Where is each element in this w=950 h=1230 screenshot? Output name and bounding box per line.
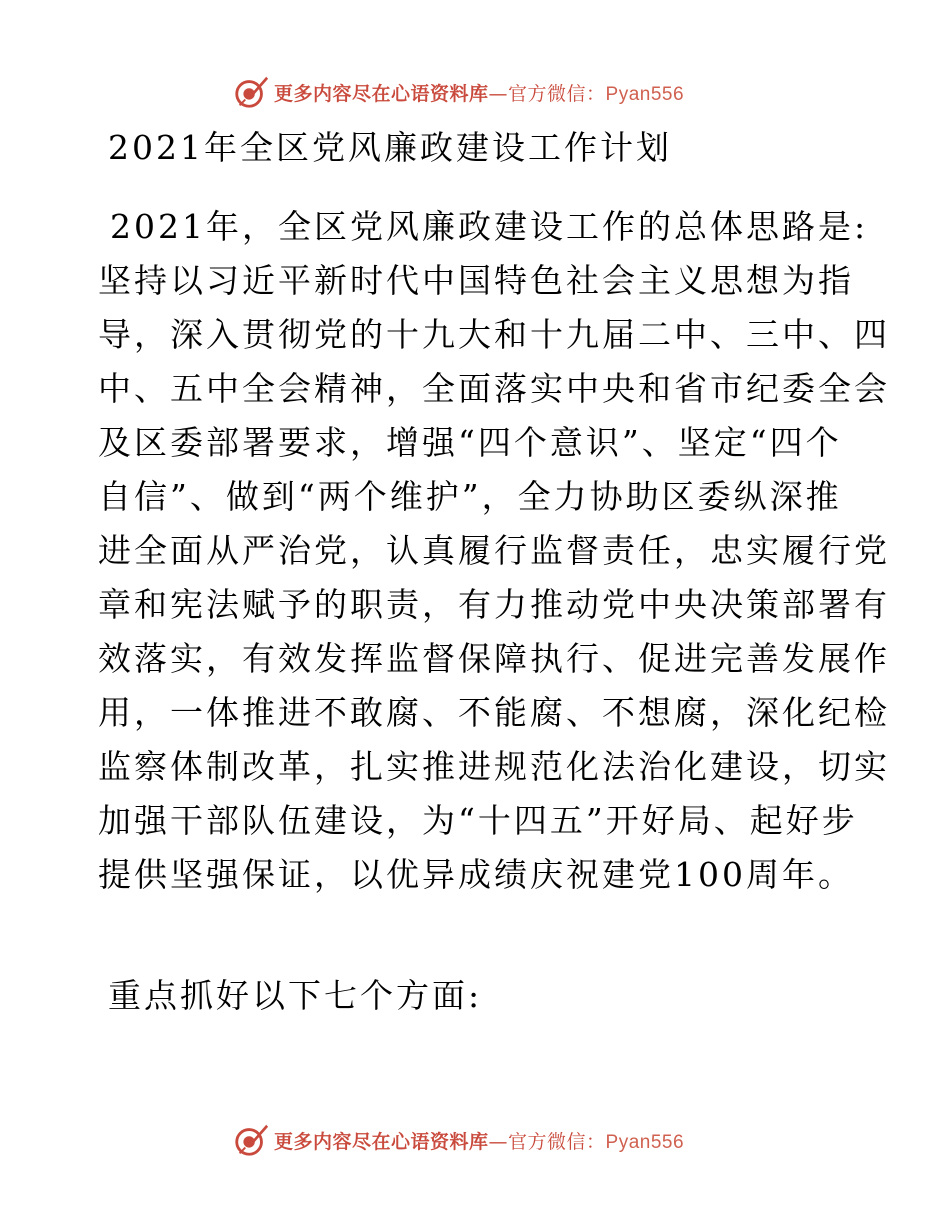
paragraph-line: 2021年，全区党风廉政建设工作的总体思路是:: [110, 207, 869, 246]
watermark-main-text: 更多内容尽在心语资料库: [274, 82, 489, 105]
watermark-separator: —: [488, 82, 509, 105]
watermark-account: Pyan556: [605, 83, 685, 105]
watermark-official-label: 官方微信：: [508, 82, 606, 105]
watermark-main-text: 更多内容尽在心语资料库: [274, 1130, 489, 1153]
section-intro: 重点抓好以下七个方面:: [108, 976, 483, 1015]
watermark-account: Pyan556: [605, 1131, 685, 1153]
paragraph-line: 进全面从严治党，认真履行监督责任，忠实履行党: [98, 531, 890, 570]
paragraph-line: 监察体制改革，扎实推进规范化法治化建设，切实: [98, 747, 890, 786]
paragraph-line: 提供坚强保证，以优异成绩庆祝建党100周年。: [98, 855, 854, 894]
paragraph-line: 自信”、做到“两个维护”，全力协助区委纵深推: [98, 477, 842, 516]
paragraph-line: 坚持以习近平新时代中国特色社会主义思想为指: [98, 261, 854, 300]
watermark-separator: —: [488, 1130, 509, 1153]
pen-logo-icon: [232, 1121, 270, 1159]
body-paragraph: [98, 200, 890, 902]
header-watermark: [232, 72, 752, 112]
paragraph-line: 加强干部队伍建设，为“十四五”开好局、起好步: [98, 801, 858, 840]
footer-watermark: [232, 1120, 752, 1160]
document-title: 2021年全区党风廉政建设工作计划: [108, 128, 672, 167]
paragraph-line: 效落实，有效发挥监督保障执行、促进完善发展作: [98, 639, 890, 678]
pen-logo-icon: [232, 73, 270, 111]
paragraph-line: 中、五中全会精神，全面落实中央和省市纪委全会: [98, 369, 890, 408]
watermark-official-label: 官方微信：: [508, 1130, 606, 1153]
paragraph-line: 章和宪法赋予的职责，有力推动党中央决策部署有: [98, 585, 890, 624]
paragraph-line: 导，深入贯彻党的十九大和十九届二中、三中、四: [98, 315, 890, 354]
paragraph-line: 及区委部署要求，增强“四个意识”、坚定“四个: [98, 423, 842, 462]
paragraph-line: 用，一体推进不敢腐、不能腐、不想腐，深化纪检: [98, 693, 890, 732]
